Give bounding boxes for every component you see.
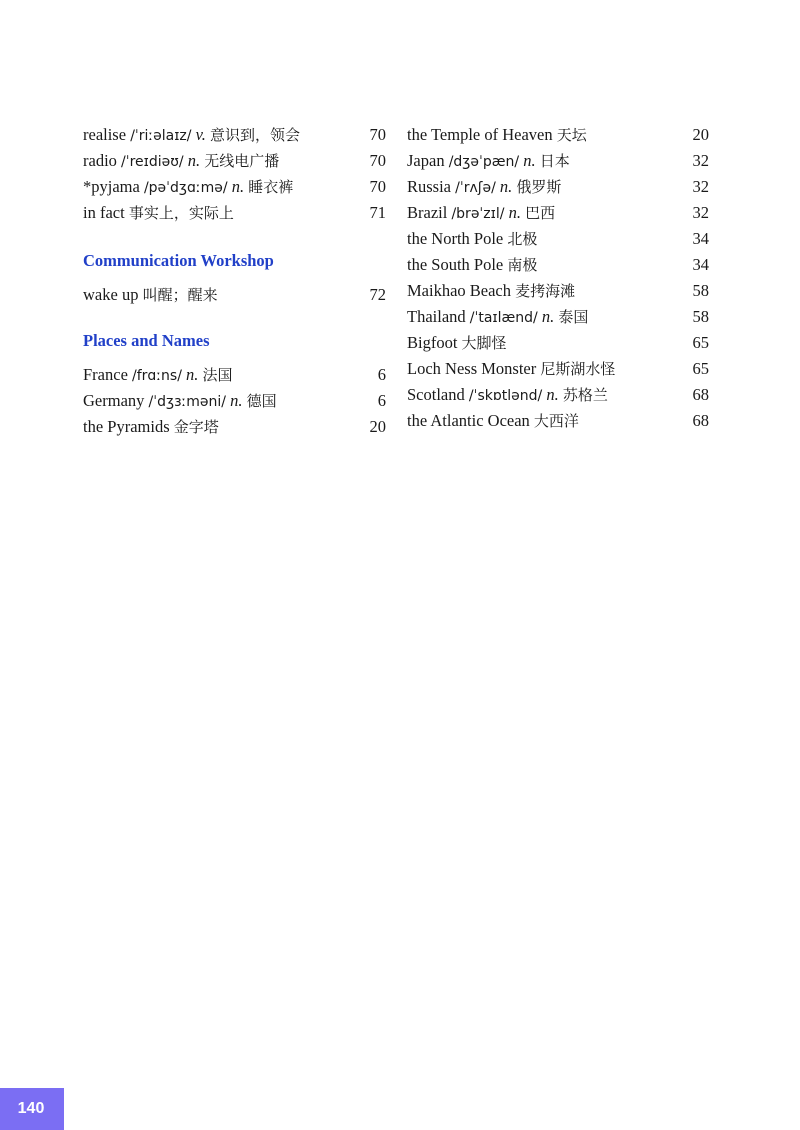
glossary-list-right bbox=[407, 122, 709, 434]
entry-page: 20 bbox=[692, 125, 709, 144]
entry-word: the North Pole bbox=[407, 229, 504, 248]
entry-text bbox=[407, 174, 561, 201]
entry-word: *pyjama bbox=[83, 177, 140, 196]
entry-text bbox=[83, 200, 234, 226]
left-column bbox=[83, 122, 386, 440]
places-and-names-heading: Places and Names bbox=[83, 331, 210, 350]
glossary-entry bbox=[407, 148, 709, 174]
entry-text bbox=[407, 148, 570, 175]
entry-meaning: 睡衣裤 bbox=[248, 178, 294, 196]
entry-text bbox=[407, 122, 587, 148]
entry-pronunciation: /ˈriːəlaɪz/ bbox=[130, 128, 192, 144]
entry-part-of-speech: v. bbox=[195, 125, 206, 144]
entry-page: 71 bbox=[369, 203, 386, 222]
entry-pronunciation: /ˈreɪdiəʊ/ bbox=[121, 154, 184, 170]
entry-part-of-speech: n. bbox=[508, 203, 521, 222]
communication-workshop-heading: Communication Workshop bbox=[83, 251, 274, 270]
entry-word: Russia bbox=[407, 177, 452, 196]
entry-text bbox=[407, 408, 579, 434]
entry-word: Brazil bbox=[407, 203, 448, 222]
glossary-entry bbox=[407, 278, 709, 304]
entry-word: realise bbox=[83, 125, 127, 144]
entry-word: the Temple of Heaven bbox=[407, 125, 553, 144]
entry-text bbox=[83, 148, 279, 175]
glossary-entry bbox=[407, 330, 709, 356]
glossary-entry bbox=[407, 382, 709, 408]
entry-meaning: 大西洋 bbox=[533, 412, 579, 430]
entry-meaning: 天坛 bbox=[556, 126, 587, 144]
entry-word: in fact bbox=[83, 203, 125, 222]
entry-pronunciation: /ˈdʒɜːməni/ bbox=[148, 394, 226, 410]
entry-text bbox=[83, 122, 300, 149]
entry-page: 20 bbox=[369, 417, 386, 436]
entry-page: 58 bbox=[692, 281, 709, 300]
entry-part-of-speech: n. bbox=[499, 177, 513, 196]
entry-meaning: 意识到，领会 bbox=[209, 126, 300, 144]
glossary-entry bbox=[83, 388, 386, 414]
entry-word: Loch Ness Monster bbox=[407, 359, 537, 378]
entry-meaning: 法国 bbox=[202, 366, 233, 384]
glossary-entry bbox=[83, 414, 386, 440]
glossary-entry bbox=[407, 226, 709, 252]
entry-text bbox=[407, 278, 575, 304]
entry-pronunciation: /ˈtaɪlænd/ bbox=[469, 310, 538, 326]
entry-word: Bigfoot bbox=[407, 333, 458, 352]
entry-text bbox=[83, 388, 277, 415]
glossary-entry bbox=[83, 122, 386, 148]
entry-part-of-speech: n. bbox=[186, 365, 199, 384]
entry-pronunciation: /brəˈzɪl/ bbox=[451, 206, 505, 222]
entry-page: 65 bbox=[692, 333, 709, 352]
entry-word: the South Pole bbox=[407, 255, 504, 274]
entry-word: Thailand bbox=[407, 307, 466, 326]
entry-word: France bbox=[83, 365, 128, 384]
entry-word: radio bbox=[83, 151, 117, 170]
entry-text bbox=[407, 200, 555, 227]
entry-page: 70 bbox=[369, 177, 386, 196]
glossary-list-places bbox=[83, 362, 386, 440]
entry-meaning: 南极 bbox=[507, 256, 538, 274]
entry-text bbox=[407, 252, 537, 278]
entry-text bbox=[83, 174, 293, 201]
entry-text bbox=[407, 304, 588, 331]
entry-word: Scotland bbox=[407, 385, 465, 404]
entry-page: 58 bbox=[692, 307, 709, 326]
entry-page: 68 bbox=[692, 411, 709, 430]
glossary-entry bbox=[83, 174, 386, 200]
glossary-entry bbox=[407, 174, 709, 200]
entry-meaning: 金字塔 bbox=[173, 418, 219, 436]
glossary-entry bbox=[83, 362, 386, 388]
entry-page: 32 bbox=[692, 203, 709, 222]
entry-text bbox=[83, 362, 233, 389]
entry-pronunciation: /dʒəˈpæn/ bbox=[448, 154, 520, 170]
entry-page: 6 bbox=[377, 391, 386, 410]
entry-meaning: 泰国 bbox=[558, 308, 589, 326]
entry-text bbox=[407, 382, 608, 409]
entry-part-of-speech: n. bbox=[541, 307, 555, 326]
entry-text bbox=[407, 356, 615, 382]
entry-page: 32 bbox=[692, 177, 709, 196]
entry-meaning: 大脚怪 bbox=[461, 334, 507, 352]
entry-meaning: 苏格兰 bbox=[562, 386, 608, 404]
entry-page: 6 bbox=[377, 365, 386, 384]
entry-meaning: 叫醒；醒来 bbox=[142, 286, 218, 304]
glossary-entry bbox=[407, 304, 709, 330]
entry-meaning: 事实上，实际上 bbox=[128, 204, 234, 222]
entry-text bbox=[407, 330, 507, 356]
glossary-entry bbox=[407, 356, 709, 382]
glossary-entry bbox=[83, 200, 386, 226]
entry-part-of-speech: n. bbox=[546, 385, 559, 404]
entry-word: Maikhao Beach bbox=[407, 281, 512, 300]
entry-meaning: 无线电广播 bbox=[204, 152, 280, 170]
entry-part-of-speech: n. bbox=[187, 151, 201, 170]
entry-page: 72 bbox=[369, 285, 386, 304]
entry-meaning: 日本 bbox=[539, 152, 570, 170]
entry-meaning: 尼斯湖水怪 bbox=[540, 360, 616, 378]
glossary-entry bbox=[407, 200, 709, 226]
entry-text bbox=[83, 282, 218, 308]
glossary-entry bbox=[83, 282, 386, 308]
entry-meaning: 德国 bbox=[246, 392, 277, 410]
right-column bbox=[407, 122, 709, 434]
entry-page: 34 bbox=[692, 229, 709, 248]
entry-meaning: 俄罗斯 bbox=[516, 178, 562, 196]
entry-part-of-speech: n. bbox=[523, 151, 536, 170]
entry-pronunciation: /pəˈdʒɑːmə/ bbox=[143, 180, 228, 196]
entry-page: 68 bbox=[692, 385, 709, 404]
entry-word: the Atlantic Ocean bbox=[407, 411, 530, 430]
entry-part-of-speech: n. bbox=[230, 391, 243, 410]
entry-meaning: 麦拷海滩 bbox=[515, 282, 576, 300]
entry-meaning: 北极 bbox=[507, 230, 538, 248]
entry-page: 32 bbox=[692, 151, 709, 170]
entry-word: Japan bbox=[407, 151, 445, 170]
entry-meaning: 巴西 bbox=[525, 204, 556, 222]
entry-word: Germany bbox=[83, 391, 145, 410]
glossary-list-communication bbox=[83, 282, 386, 308]
entry-page: 70 bbox=[369, 151, 386, 170]
glossary-entry bbox=[407, 122, 709, 148]
entry-word: wake up bbox=[83, 285, 139, 304]
glossary-entry bbox=[83, 148, 386, 174]
glossary-entry bbox=[407, 408, 709, 434]
page-number: 140 bbox=[0, 1088, 64, 1130]
glossary-entry bbox=[407, 252, 709, 278]
entry-pronunciation: /ˈskɒtlənd/ bbox=[468, 388, 543, 404]
entry-word: the Pyramids bbox=[83, 417, 170, 436]
entry-page: 65 bbox=[692, 359, 709, 378]
entry-pronunciation: /ˈrʌʃə/ bbox=[455, 180, 496, 196]
entry-part-of-speech: n. bbox=[231, 177, 245, 196]
glossary-list-top bbox=[83, 122, 386, 226]
entry-page: 34 bbox=[692, 255, 709, 274]
entry-page: 70 bbox=[369, 125, 386, 144]
entry-pronunciation: /frɑːns/ bbox=[132, 368, 182, 384]
entry-text bbox=[407, 226, 537, 252]
entry-text bbox=[83, 414, 219, 440]
